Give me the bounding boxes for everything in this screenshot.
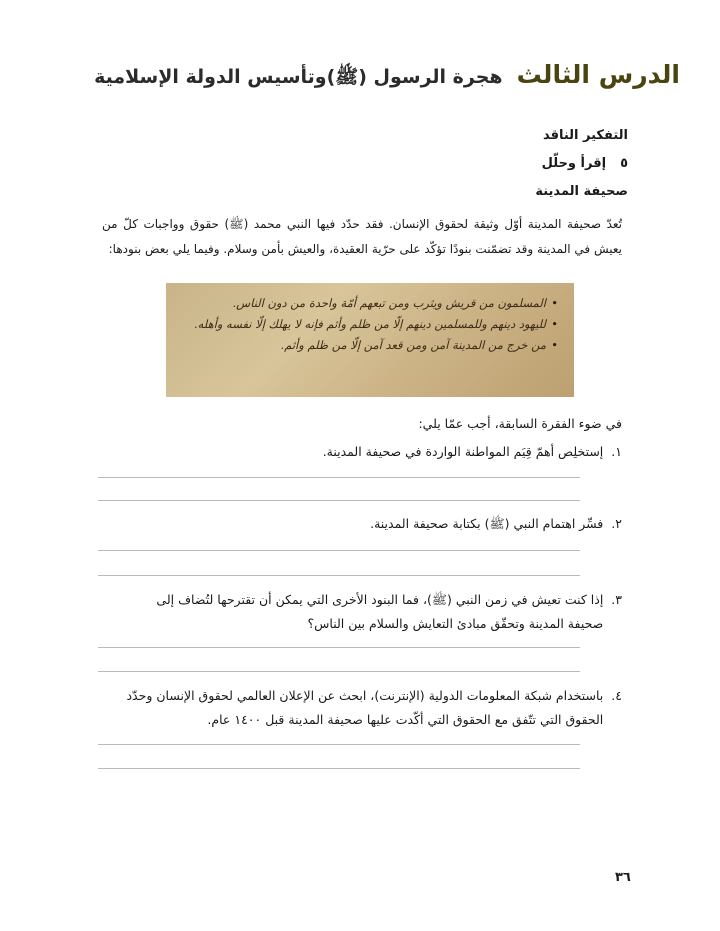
question-1 <box>122 440 622 464</box>
answer-line[interactable] <box>98 550 580 551</box>
papyrus-excerpt <box>166 283 574 397</box>
lesson-number-label: الدرس الثالث <box>516 60 680 89</box>
question-4 <box>122 684 622 732</box>
papyrus-item: • من خرج من المدينة آمن ومن قعد آمن إلّا من ظلم وأثم. <box>180 335 546 356</box>
question-text: فسِّر اهتمام النبي (ﷺ) بكتابة صحيفة المدينة. <box>370 516 604 531</box>
answer-line[interactable] <box>98 647 580 648</box>
question-number: ٢. <box>611 516 622 531</box>
question-number: ١. <box>611 444 622 459</box>
answer-line[interactable] <box>98 500 580 501</box>
answer-line[interactable] <box>98 768 580 769</box>
section-heading: التفكير الناقد <box>542 128 628 143</box>
question-3 <box>122 588 622 636</box>
page-number: ٣٦ <box>615 870 631 885</box>
question-2 <box>122 512 622 536</box>
answer-line[interactable] <box>98 477 580 478</box>
question-text: إستخلِص أهمّ قِيَم المواطنة الواردة في صحيفة المدينة. <box>322 444 604 459</box>
question-text: باستخدام شبكة المعلومات الدولية (الإنترنت)، ابحث عن الإعلان العالمي لحقوق الإنسان وحدّد الحقوق التي تتّفق مع الحقوق التي أكّدت عليها صحيفة المدينة قبل ١٤٠٠ عام. <box>126 688 604 727</box>
answer-line[interactable] <box>98 671 580 672</box>
papyrus-item: • المسلمون من قريش ويثرب ومن تبعهم أمّة واحدة من دون الناس. <box>180 293 546 314</box>
question-text: إذا كنت تعيش في زمن النبي (ﷺ)، فما البنود الأخرى التي يمكن أن تقترحها لتُضاف إلى صحيفة المدينة وتحقّق مبادئ التعايش والسلام بين الناس؟ <box>156 592 604 631</box>
activity-number: ٥ <box>620 156 628 171</box>
question-number: ٣. <box>611 592 622 607</box>
answer-line[interactable] <box>98 575 580 576</box>
papyrus-item: • لليهود دينهم وللمسلمين دينهم إلّا من ظلم وأثم فإنه لا يهلك إلّا نفسه وأهله. <box>180 314 546 335</box>
document-subtitle: صحيفة المدينة <box>535 184 628 199</box>
activity-label: إقرأ وحلّل <box>541 156 607 171</box>
answer-line[interactable] <box>98 744 580 745</box>
activity-heading <box>542 156 628 171</box>
intro-paragraph: تُعدّ صحيفة المدينة أوّل وثيقة لحقوق الإنسان. فقد حدّد فيها النبي محمد (ﷺ) حقوق وواجبات كلّ من يعيش في المدينة وقد تضمّنت بنودًا تؤكّد على حرّية العقيدة، والعيش بأمن وسلام. وفيما يلي بعض بنودها: <box>102 217 622 256</box>
lesson-header <box>40 60 680 93</box>
question-number: ٤. <box>611 688 622 703</box>
instruction-text: في ضوء الفقرة السابقة، أجب عمّا يلي: <box>418 416 622 431</box>
lesson-title: هجرة الرسول (ﷺ)وتأسيس الدولة الإسلامية <box>94 66 503 88</box>
